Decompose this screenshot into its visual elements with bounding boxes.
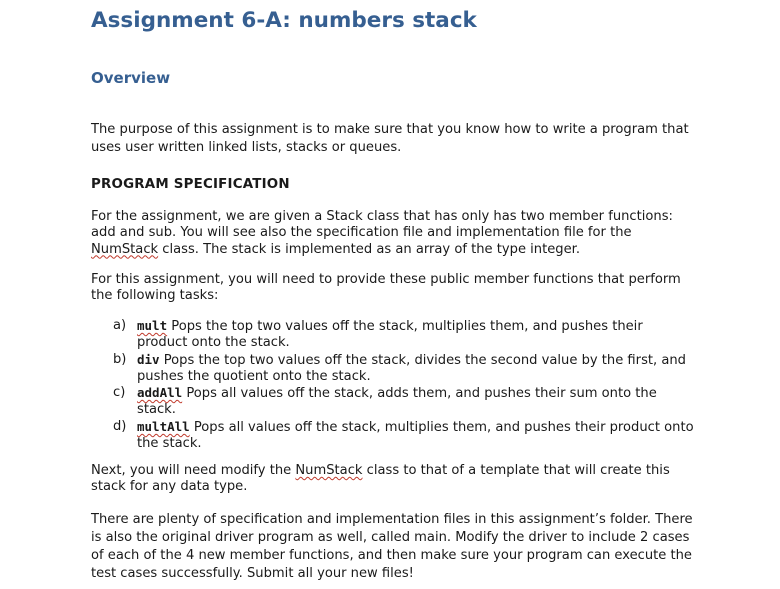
list-item bbox=[113, 318, 695, 352]
list-marker: b) bbox=[113, 351, 127, 367]
list-marker: c) bbox=[113, 385, 126, 401]
template-text-before: Next, you will need modify the bbox=[91, 463, 296, 478]
task-list bbox=[113, 318, 695, 452]
list-item bbox=[113, 419, 695, 453]
numstack-term: NumStack bbox=[91, 241, 159, 257]
list-item bbox=[113, 352, 695, 386]
function-name: addAll bbox=[137, 385, 183, 401]
given-text-after: class. The stack is implemented as an array of the type integer. bbox=[158, 241, 580, 257]
list-marker: d) bbox=[113, 418, 127, 434]
given-stack-paragraph bbox=[91, 209, 691, 258]
template-text-after: class to that of a template that will create this stack for any data type. bbox=[91, 463, 670, 495]
list-marker: a) bbox=[113, 318, 127, 333]
template-paragraph bbox=[91, 463, 691, 496]
task-description: Pops the top two values off the stack, multiplies them, and pushes their product onto the stack. bbox=[137, 319, 643, 351]
numstack-term: NumStack bbox=[295, 463, 363, 478]
overview-heading: Overview bbox=[91, 69, 171, 87]
tasks-intro-paragraph: For this assignment, you will need to provide these public member functions that perform the following tasks: bbox=[91, 272, 681, 304]
function-name: multAll bbox=[137, 418, 190, 434]
list-item bbox=[113, 385, 695, 419]
task-description: Pops all values off the stack, multiplies them, and pushes their product onto the stack. bbox=[137, 419, 694, 452]
function-name: div bbox=[137, 351, 160, 367]
purpose-paragraph: The purpose of this assignment is to make sure that you know how to write a program that uses user written linked lists, stacks or queues. bbox=[91, 122, 689, 155]
files-paragraph: There are plenty of specification and implementation files in this assignment’s folder. There is also the original driver program as well, called main. Modify the driver to include 2 cases of each of the 4 new member functions, and then make sure your program can execute the test cases successfully. Submit all your new files! bbox=[91, 512, 693, 581]
page-title: Assignment 6-A: numbers stack bbox=[91, 8, 477, 33]
task-description: Pops all values off the stack, adds them, and pushes their sum onto the stack. bbox=[137, 386, 657, 418]
task-description: Pops the top two values off the stack, divides the second value by the first, and pushes the quotient onto the stack. bbox=[137, 352, 686, 384]
given-text-before: For the assignment, we are given a Stack class that has only has two member functions: add and sub. You will see also the specification file and implementation file for the bbox=[91, 209, 673, 241]
function-name: mult bbox=[137, 318, 168, 333]
program-specification-heading: PROGRAM SPECIFICATION bbox=[91, 177, 290, 192]
